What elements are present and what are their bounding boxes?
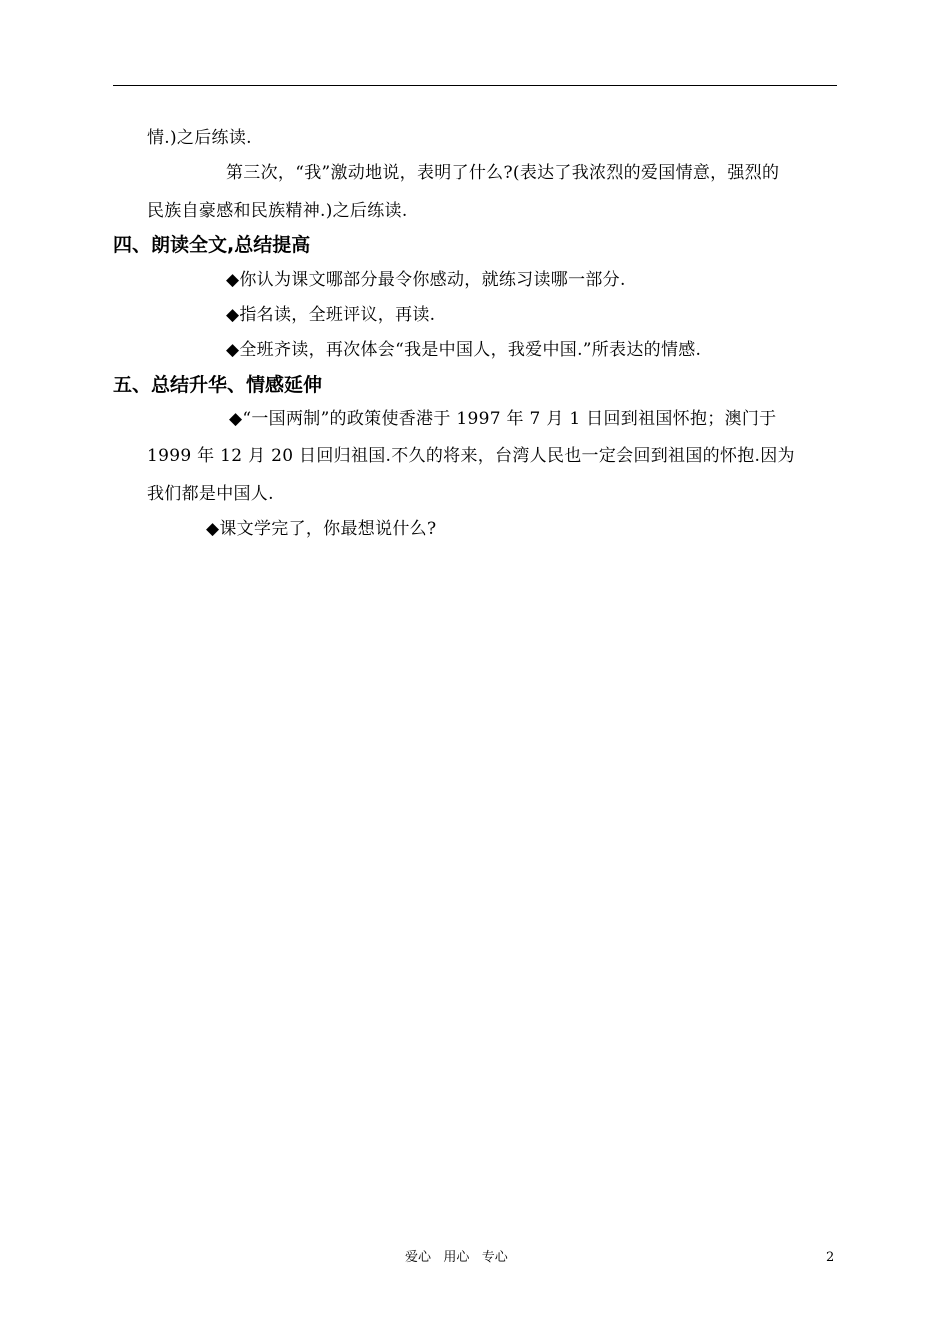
paragraph-line: 1999 年 12 月 20 日回归祖国.不久的将来，台湾人民也一定会回到祖国的怀抱.因为 bbox=[147, 446, 795, 466]
footer-motto: 爱心 用心 专心 bbox=[405, 1250, 508, 1265]
list-item: ◆指名读，全班评议，再读. bbox=[226, 305, 436, 325]
list-item: ◆全班齐读，再次体会“我是中国人，我爱中国.”所表达的情感. bbox=[226, 340, 702, 360]
paragraph-line: 民族自豪感和民族精神.)之后练读. bbox=[147, 201, 408, 221]
paragraph-line: 情.)之后练读. bbox=[147, 128, 252, 148]
section-heading: 四、朗读全文,总结提高 bbox=[113, 234, 311, 256]
page-number: 2 bbox=[826, 1250, 835, 1265]
section-heading: 五、总结升华、情感延伸 bbox=[113, 374, 323, 396]
paragraph-line: ◆“一国两制”的政策使香港于 1997 年 7 月 1 日回到祖国怀抱；澳门于 bbox=[229, 409, 777, 429]
list-item: ◆课文学完了，你最想说什么? bbox=[206, 519, 437, 539]
paragraph-line: 我们都是中国人. bbox=[147, 484, 274, 504]
header-rule bbox=[113, 85, 837, 86]
list-item: ◆你认为课文哪部分最令你感动，就练习读哪一部分. bbox=[226, 270, 626, 290]
paragraph-line: 第三次，“我”激动地说，表明了什么?(表达了我浓烈的爱国情意，强烈的 bbox=[226, 163, 780, 183]
